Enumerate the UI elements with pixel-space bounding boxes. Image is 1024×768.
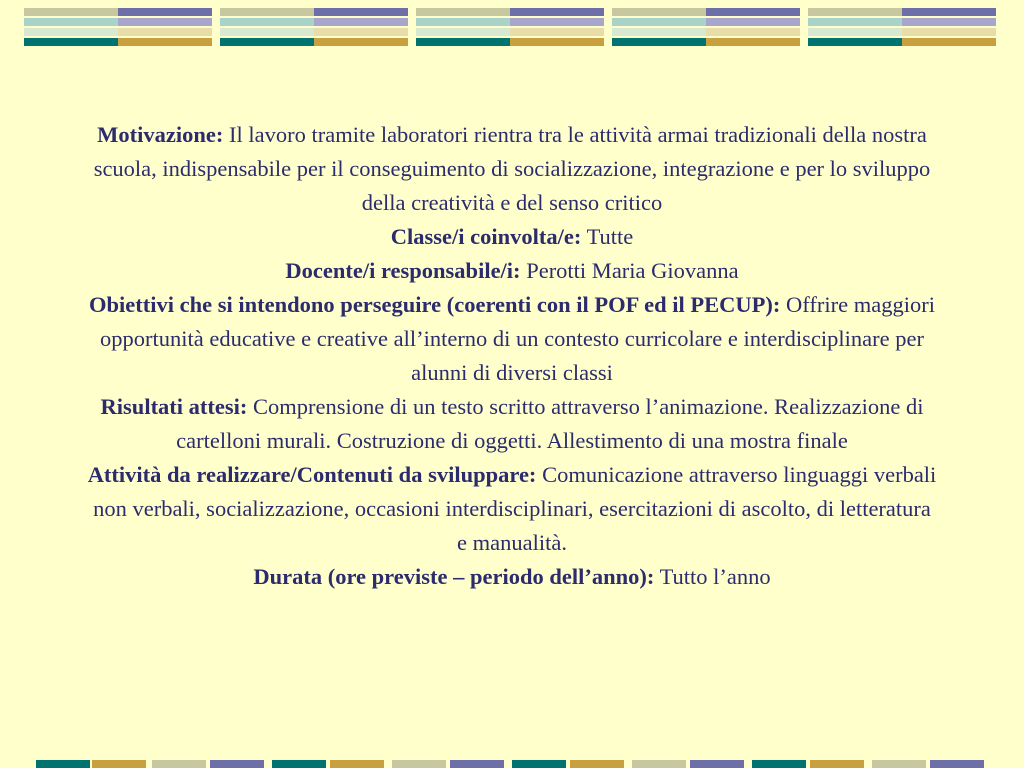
motivazione-paragraph	[86, 118, 938, 220]
decorative-segment	[570, 760, 624, 768]
motivazione-text: Il lavoro tramite laboratori rientra tra le attività armai tradizionali della nostra scuola, indispensabile per il conseguimento di socializzazione, integrazione e per lo sviluppo della creatività e del senso critico	[93, 122, 931, 215]
decorative-tile	[808, 8, 996, 46]
decorative-segment	[330, 760, 384, 768]
decorative-segment	[810, 760, 864, 768]
obiettivi-label: Obiettivi che si intendono perseguire (coerenti con il POF ed il PECUP):	[89, 292, 781, 317]
top-decorative-band	[24, 8, 1000, 46]
decorative-segment	[872, 760, 926, 768]
obiettivi-text: Offrire maggiori opportunità educative e creative all’interno di un contesto curricolare e interdisciplinare per alunni di diversi classi	[99, 292, 935, 385]
decorative-segment	[210, 760, 264, 768]
classi-label: Classe/i coinvolta/e:	[390, 224, 582, 249]
risultati-label: Risultati attesi:	[100, 394, 248, 419]
durata-label: Durata (ore previste – periodo dell’anno):	[253, 564, 655, 589]
slide-body	[86, 118, 938, 594]
decorative-segment	[36, 760, 90, 768]
decorative-segment	[632, 760, 686, 768]
decorative-segment	[450, 760, 504, 768]
decorative-segment	[392, 760, 446, 768]
motivazione-label: Motivazione:	[97, 122, 224, 147]
risultati-text: Comprensione di un testo scritto attraverso l’animazione. Realizzazione di cartelloni murali. Costruzione di oggetti. Allestimento di una mostra finale	[176, 394, 924, 453]
attivita-paragraph	[86, 458, 938, 560]
attivita-label: Attività da realizzare/Contenuti da sviluppare:	[87, 462, 537, 487]
durata-paragraph	[86, 560, 938, 594]
decorative-segment	[930, 760, 984, 768]
risultati-paragraph	[86, 390, 938, 458]
decorative-tile	[24, 8, 212, 46]
decorative-segment	[92, 760, 146, 768]
decorative-segment	[690, 760, 744, 768]
docente-label: Docente/i responsabile/i:	[285, 258, 521, 283]
decorative-segment	[752, 760, 806, 768]
durata-text: Tutto l’anno	[659, 564, 771, 589]
decorative-tile	[416, 8, 604, 46]
classi-paragraph	[86, 220, 938, 254]
decorative-segment	[272, 760, 326, 768]
decorative-segment	[512, 760, 566, 768]
obiettivi-paragraph	[86, 288, 938, 390]
decorative-tile	[220, 8, 408, 46]
classi-text: Tutte	[586, 224, 634, 249]
bottom-decorative-band	[36, 760, 1024, 768]
docente-paragraph	[86, 254, 938, 288]
decorative-segment	[152, 760, 206, 768]
attivita-text: Comunicazione attraverso linguaggi verbali non verbali, socializzazione, occasioni interdisciplinari, esercitazioni di ascolto, di letteratura e manualità.	[93, 462, 937, 555]
decorative-tile	[612, 8, 800, 46]
docente-text: Perotti Maria Giovanna	[526, 258, 739, 283]
